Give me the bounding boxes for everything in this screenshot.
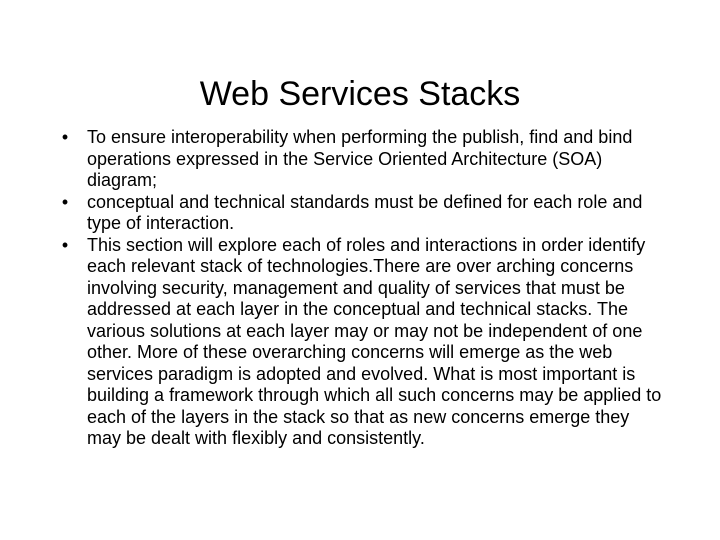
bullet-icon: • <box>61 234 69 255</box>
slide-title: Web Services Stacks <box>199 75 521 113</box>
bullet-icon: • <box>61 191 69 212</box>
bullet-list <box>58 127 668 450</box>
bullet-text: conceptual and technical standards must be defined for each role and type of interaction. <box>87 191 643 233</box>
bullet-item <box>58 192 668 235</box>
bullet-text: This section will explore each of roles and interactions in order identify each relevant stack of technologies.There are over arching concerns involving security, management and quality of services that must be addressed at each layer in the conceptual and technical stacks. The various solutions at each layer may or may not be independent of one other. More of these overarching concerns will emerge as the web services paradigm is adopted and evolved. What is most important is building a framework through which all such concerns may be applied to each of the layers in the stack so that as new concerns emerge they may be dealt with flexibly and consistently. <box>87 234 662 448</box>
bullet-icon: • <box>61 127 69 147</box>
bullet-item <box>58 235 668 450</box>
bullet-text: To ensure interoperability when performing the publish, find and bind operations expressed in the Service Oriented Architecture (SOA) diagram; <box>87 127 633 190</box>
bullet-item <box>58 127 668 192</box>
